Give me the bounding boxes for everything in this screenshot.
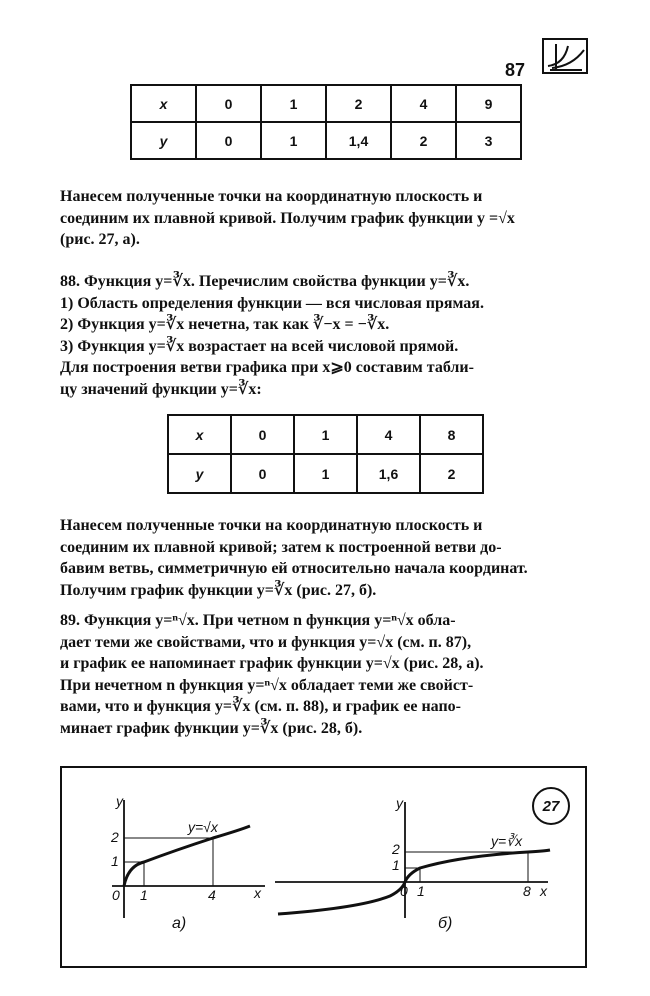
text-line: Нанесем полученные точки на координатную плоскость и bbox=[60, 188, 483, 205]
panel-a bbox=[110, 793, 265, 932]
x-axis-label: x bbox=[540, 883, 547, 899]
y-tick-label: 2 bbox=[392, 841, 400, 857]
graph-logo-icon bbox=[542, 38, 588, 74]
table-row bbox=[168, 454, 483, 493]
paragraph-sqrt-graph bbox=[60, 186, 587, 251]
text-line: (рис. 27, а). bbox=[60, 231, 140, 248]
text-line: Для построения ветви графика при x⩾0 составим табли- bbox=[60, 359, 474, 376]
table-row bbox=[131, 85, 521, 122]
text-line: цу значений функции y=∛x: bbox=[60, 380, 262, 398]
text-line: бавим ветвь, симметричную ей относительно начала координат. bbox=[60, 560, 528, 577]
table-cell: 1 bbox=[294, 454, 357, 493]
text-line: и график ее напоминает график функции y=√x (рис. 28, а). bbox=[60, 655, 484, 672]
text-line: 3) Функция y=∛x возрастает на всей числовой прямой. bbox=[60, 337, 459, 355]
text-line: 89. Функция y=ⁿ√x. При четном n функция y=ⁿ√x обла- bbox=[60, 612, 456, 629]
text-line: вами, что и функция y=∛x (см. п. 88), и график ее напо- bbox=[60, 698, 462, 715]
table-cell: 8 bbox=[420, 415, 483, 454]
y-tick-label: 1 bbox=[392, 857, 400, 873]
text-line: 88. Функция y=∛x. Перечислим свойства функции y=∛x. bbox=[60, 273, 470, 290]
table-cell: 9 bbox=[456, 85, 521, 122]
values-table-sqrt bbox=[130, 84, 522, 160]
text-line: соединим их плавной кривой; затем к построенной ветви до- bbox=[60, 538, 502, 556]
y-tick-label: 2 bbox=[111, 829, 119, 845]
table-cell: 1,6 bbox=[357, 454, 420, 493]
panel-b bbox=[275, 795, 550, 932]
table-row bbox=[168, 415, 483, 454]
caption-b: б) bbox=[438, 915, 453, 932]
text-line: дает теми же свойствами, что и функция y=√x (см. п. 87), bbox=[60, 633, 472, 651]
text-line: соединим их плавной кривой. Получим график функции y =√x bbox=[60, 209, 515, 227]
text-line: Получим график функции y=∛x (рис. 27, б). bbox=[60, 581, 377, 599]
table-cell: 1 bbox=[261, 122, 326, 159]
section-88 bbox=[60, 271, 587, 400]
curve-label: y=∛x bbox=[491, 833, 523, 849]
page-number: 87 bbox=[505, 60, 526, 80]
curve-label: y=√x bbox=[188, 819, 218, 835]
table-cell: 2 bbox=[420, 454, 483, 493]
x-tick-label: 8 bbox=[523, 883, 531, 899]
table-cell: 4 bbox=[391, 85, 456, 122]
y-axis-label: y bbox=[116, 793, 123, 809]
y-axis-label: y bbox=[396, 795, 403, 811]
table-cell: 4 bbox=[357, 415, 420, 454]
x-tick-label: 1 bbox=[417, 883, 425, 899]
guide-lines bbox=[124, 838, 213, 886]
table-cell: 3 bbox=[456, 122, 521, 159]
figure-frame bbox=[61, 767, 586, 967]
text-line: Нанесем полученные точки на координатную плоскость и bbox=[60, 517, 483, 534]
table-cell: 2 bbox=[391, 122, 456, 159]
table-cell: 2 bbox=[326, 85, 391, 122]
table-cell: 0 bbox=[196, 85, 261, 122]
x-tick-label: 4 bbox=[208, 887, 216, 903]
figure-number: 27 bbox=[542, 798, 560, 815]
table-cell: 0 bbox=[196, 122, 261, 159]
text-line: минает график функции y=∛x (рис. 28, б). bbox=[60, 719, 363, 737]
table-cell: 1 bbox=[261, 85, 326, 122]
figure-number-badge bbox=[533, 788, 569, 824]
table-cell: 1,4 bbox=[326, 122, 391, 159]
table-cell: y bbox=[131, 122, 196, 159]
paragraph-cbrt-graph bbox=[60, 515, 587, 601]
table-cell: y bbox=[168, 454, 231, 493]
table-cell: 0 bbox=[231, 415, 294, 454]
table-cell: 1 bbox=[294, 415, 357, 454]
text-line: 1) Область определения функции — вся числовая прямая. bbox=[60, 294, 484, 312]
figure-27 bbox=[60, 766, 587, 968]
table-cell: x bbox=[168, 415, 231, 454]
text-line: 2) Функция y=∛x нечетна, так как ∛−x = −∛x. bbox=[60, 316, 390, 333]
table-cell: x bbox=[131, 85, 196, 122]
caption-a: а) bbox=[172, 915, 187, 932]
origin-label: 0 bbox=[400, 883, 408, 899]
table-row bbox=[131, 122, 521, 159]
x-axis-label: x bbox=[254, 885, 261, 901]
x-tick-label: 1 bbox=[140, 887, 148, 903]
origin-label: 0 bbox=[112, 887, 120, 903]
text-line: При нечетном n функция y=ⁿ√x обладает теми же свойст- bbox=[60, 676, 474, 694]
values-table-cbrt bbox=[167, 414, 484, 494]
table-cell: 0 bbox=[231, 454, 294, 493]
y-tick-label: 1 bbox=[111, 853, 119, 869]
section-89 bbox=[60, 610, 587, 739]
sqrt-curve bbox=[124, 826, 250, 886]
